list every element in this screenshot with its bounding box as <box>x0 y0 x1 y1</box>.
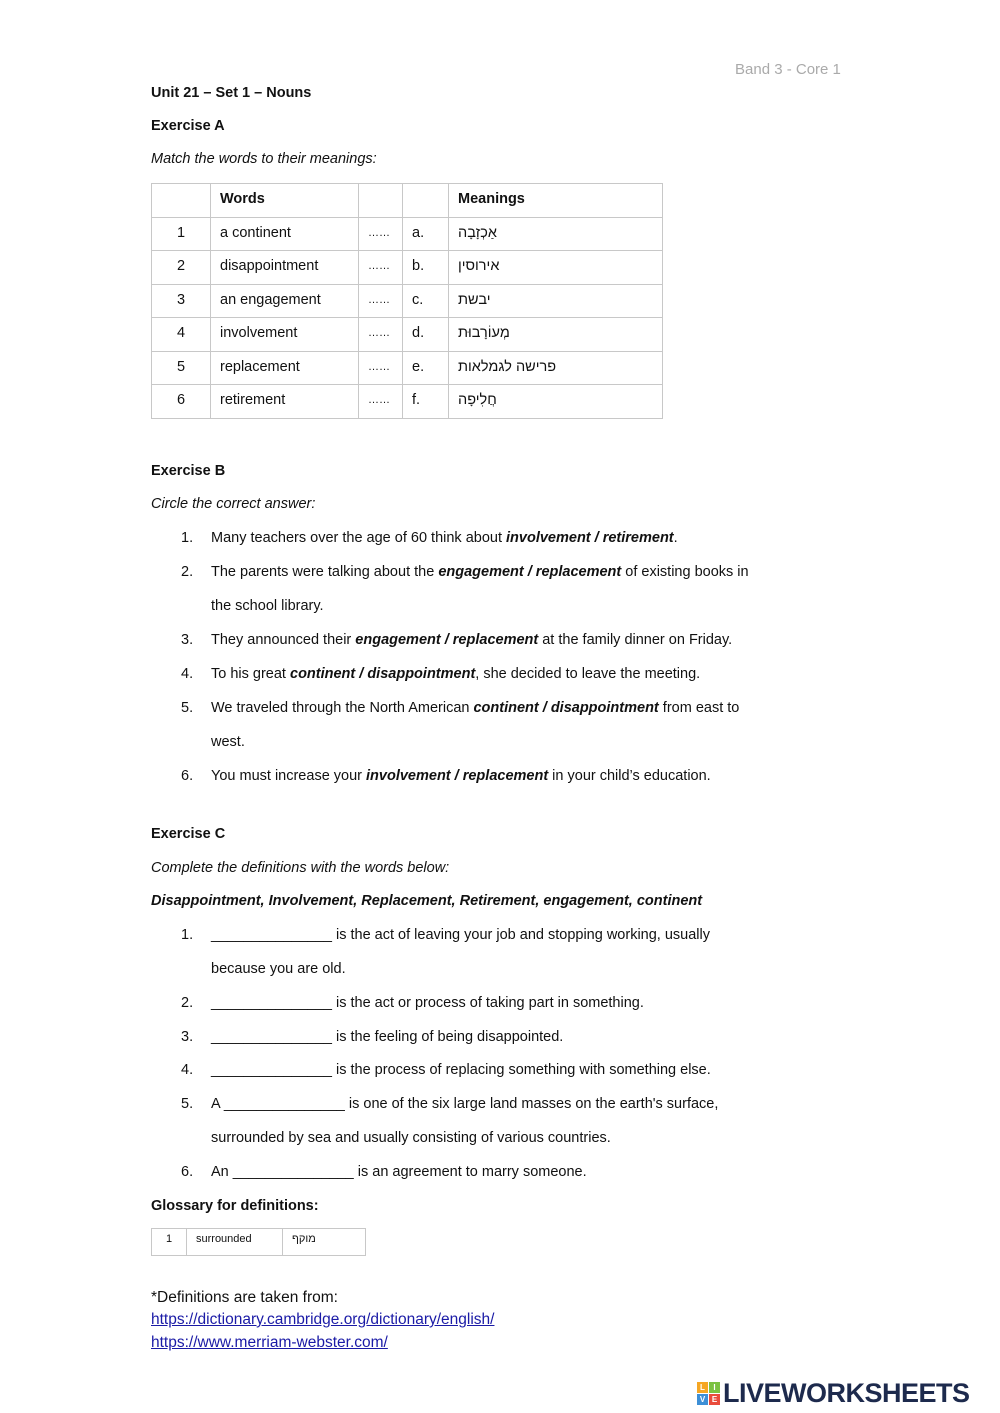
table-row <box>152 385 663 419</box>
exercise-b-instruction: Circle the correct answer: <box>151 496 316 512</box>
item-number: 5. <box>181 700 194 716</box>
meaning-cell: אַכְזָבָה <box>449 217 663 251</box>
glossary-row <box>152 1229 366 1256</box>
exercise-a-heading: Exercise A <box>151 118 225 134</box>
meaning-cell: חֲלִיפָה <box>449 385 663 419</box>
definition: _______________ is the feeling of being disappointed. <box>211 1029 564 1045</box>
meaning-cell: מְעוֹרָבוּת <box>449 318 663 352</box>
word-cell: replacement <box>211 351 359 385</box>
meaning-letter: e. <box>403 351 449 385</box>
word-cell: disappointment <box>211 251 359 285</box>
meaning-letter: d. <box>403 318 449 352</box>
footnote-text: *Definitions are taken from: <box>151 1289 338 1306</box>
row-number: 5 <box>152 351 211 385</box>
cambridge-link[interactable]: https://dictionary.cambridge.org/dictionary/english/ <box>151 1311 495 1328</box>
logo-block: V <box>697 1394 708 1405</box>
glossary-heading: Glossary for definitions: <box>151 1198 319 1214</box>
definition: _______________ is the act or process of taking part in something. <box>211 995 644 1011</box>
merriam-webster-link[interactable]: https://www.merriam-webster.com/ <box>151 1334 388 1351</box>
word-cell: an engagement <box>211 284 359 318</box>
sentence <box>211 666 700 682</box>
sentence-text: of existing books in <box>621 564 749 580</box>
sentence-text: . <box>673 530 678 546</box>
table-row <box>152 284 663 318</box>
sentence-text: The parents were talking about the <box>211 564 439 580</box>
meaning-letter: a. <box>403 217 449 251</box>
answer-choices[interactable]: involvement / replacement <box>366 768 549 784</box>
glossary-word: surrounded <box>187 1229 283 1256</box>
sentence-text: , she decided to leave the meeting. <box>475 666 701 682</box>
item-number: 2. <box>181 995 194 1011</box>
definition-continuation: because you are old. <box>211 961 346 977</box>
meaning-cell: פרישה לגמלאות <box>449 351 663 385</box>
answer-blank[interactable]: …… <box>359 351 403 385</box>
page-title: Unit 21 – Set 1 – Nouns <box>151 85 312 101</box>
row-number: 1 <box>152 217 211 251</box>
table-row <box>152 318 663 352</box>
item-number: 6. <box>181 1164 194 1180</box>
answer-choices[interactable]: engagement / replacement <box>355 632 539 648</box>
sentence-text: at the family dinner on Friday. <box>538 632 733 648</box>
item-number: 4. <box>181 666 194 682</box>
item-number: 1. <box>181 530 194 546</box>
sentence-continuation: west. <box>211 734 245 750</box>
header-band-label: Band 3 - Core 1 <box>735 61 841 78</box>
meaning-letter: c. <box>403 284 449 318</box>
item-number: 2. <box>181 564 194 580</box>
answer-choices[interactable]: involvement / retirement <box>506 530 674 546</box>
meaning-cell: יבשת <box>449 284 663 318</box>
header-cell <box>403 184 449 218</box>
word-cell: involvement <box>211 318 359 352</box>
logo-block: E <box>709 1394 720 1405</box>
sentence-continuation: the school library. <box>211 598 324 614</box>
sentence <box>211 530 678 546</box>
table-row <box>152 217 663 251</box>
header-cell <box>152 184 211 218</box>
sentence-text: They announced their <box>211 632 356 648</box>
row-number: 6 <box>152 385 211 419</box>
sentence <box>211 768 711 784</box>
definition: _______________ is the act of leaving your job and stopping working, usually <box>211 927 710 943</box>
answer-blank[interactable]: …… <box>359 251 403 285</box>
answer-blank[interactable]: …… <box>359 385 403 419</box>
word-cell: retirement <box>211 385 359 419</box>
word-cell: a continent <box>211 217 359 251</box>
sentence-text: You must increase your <box>211 768 367 784</box>
answer-choices[interactable]: continent / disappointment <box>290 666 476 682</box>
sentence <box>211 700 739 716</box>
header-meanings: Meanings <box>449 184 663 218</box>
exercise-b-heading: Exercise B <box>151 463 226 479</box>
table-row <box>152 351 663 385</box>
item-number: 3. <box>181 632 194 648</box>
sentence-text: We traveled through the North American <box>211 700 474 716</box>
item-number: 5. <box>181 1096 194 1112</box>
row-number: 3 <box>152 284 211 318</box>
answer-choices[interactable]: engagement / replacement <box>438 564 622 580</box>
exercise-c-heading: Exercise C <box>151 826 226 842</box>
definition-continuation: surrounded by sea and usually consisting of various countries. <box>211 1130 611 1146</box>
answer-blank[interactable]: …… <box>359 318 403 352</box>
item-number: 4. <box>181 1062 194 1078</box>
logo-block: L <box>697 1382 708 1393</box>
logo-text: LIVEWORKSHEETS <box>723 1378 970 1408</box>
sentence-text: Many teachers over the age of 60 think about <box>211 530 507 546</box>
sentence-text: from east to <box>658 700 740 716</box>
definition: An _______________ is an agreement to marry someone. <box>211 1164 587 1180</box>
item-number: 3. <box>181 1029 194 1045</box>
meaning-cell: אירוסין <box>449 251 663 285</box>
item-number: 1. <box>181 927 194 943</box>
definition: A _______________ is one of the six large land masses on the earth's surface, <box>211 1096 719 1112</box>
sentence-text: in your child’s education. <box>548 768 711 784</box>
sentence <box>211 564 749 580</box>
definition: _______________ is the process of replacing something with something else. <box>211 1062 711 1078</box>
meaning-letter: f. <box>403 385 449 419</box>
item-number: 6. <box>181 768 194 784</box>
table-header-row <box>152 184 663 218</box>
exercise-c-instruction: Complete the definitions with the words below: <box>151 860 450 876</box>
word-bank: Disappointment, Involvement, Replacement, Retirement, engagement, continent <box>151 893 703 909</box>
header-cell <box>359 184 403 218</box>
answer-blank[interactable]: …… <box>359 217 403 251</box>
header-words: Words <box>211 184 359 218</box>
row-number: 2 <box>152 251 211 285</box>
liveworksheets-logo <box>697 1378 970 1409</box>
answer-blank[interactable]: …… <box>359 284 403 318</box>
glossary-num: 1 <box>152 1229 187 1256</box>
sentence <box>211 632 732 648</box>
matching-table <box>151 183 663 419</box>
sentence-text: To his great <box>211 666 290 682</box>
answer-choices[interactable]: continent / disappointment <box>473 700 659 716</box>
table-row <box>152 251 663 285</box>
logo-block: I <box>709 1382 720 1393</box>
exercise-a-instruction: Match the words to their meanings: <box>151 151 377 167</box>
glossary-meaning: מוקף <box>283 1229 366 1256</box>
meaning-letter: b. <box>403 251 449 285</box>
glossary-table <box>151 1228 366 1256</box>
live-blocks-icon <box>697 1382 720 1405</box>
row-number: 4 <box>152 318 211 352</box>
